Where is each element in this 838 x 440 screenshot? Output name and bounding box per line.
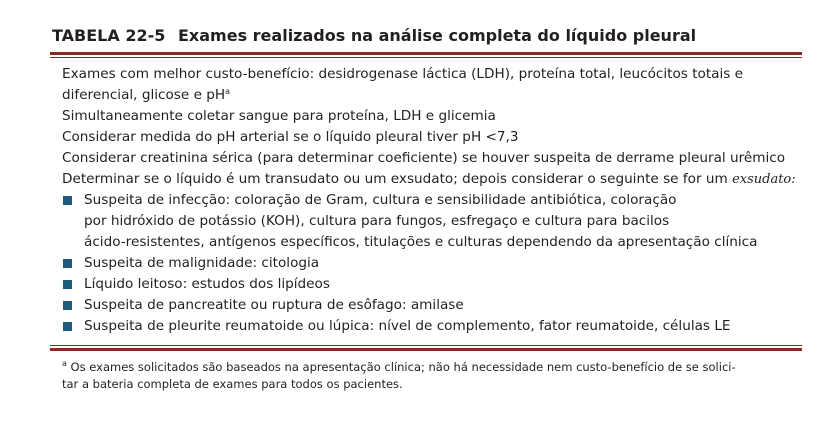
infection-line-2: por hidróxido de potássio (KOH), cultura para fungos, esfregaço e cultura para bacilos xyxy=(84,213,670,229)
title-rule xyxy=(50,52,802,55)
intro-line-1: Exames com melhor custo-benefício: desidrogenase láctica (LDH), proteína total, leucócitos totais e xyxy=(62,66,744,82)
table-22-5 xyxy=(50,26,802,393)
arterial-ph-line: Considerar medida do pH arterial se o líquido pleural tiver pH <7,3 xyxy=(62,129,519,145)
infection-line-1: Suspeita de infecção: coloração de Gram, cultura e sensibilidade antibiótica, coloração xyxy=(84,192,677,208)
table-footnote xyxy=(50,351,802,393)
bullet-text: Suspeita de pancreatite ou ruptura de esôfago: amilase xyxy=(84,297,464,313)
intro-line-2 xyxy=(62,85,802,106)
infection-line-3: ácido-resistentes, antígenos específicos, titulações e culturas dependendo da apresentação clínica xyxy=(84,234,758,250)
creatinine-line: Considerar creatinina sérica (para determinar coeficiente) se houver suspeita de derrame pleural urêmico xyxy=(62,150,786,166)
determine-text: Determinar se o líquido é um transudato ou um exsudato; depois considerar o seguinte se for um xyxy=(62,171,733,187)
footnote-ref: a xyxy=(225,87,231,96)
table-label: TABELA 22-5 xyxy=(52,26,166,45)
square-bullet-icon xyxy=(63,196,72,205)
simultaneous-line: Simultaneamente coletar sangue para proteína, LDH e glicemia xyxy=(62,108,496,124)
footnote-line-1-text: Os exames solicitados são baseados na apresentação clínica; não há necessidade nem custo-benefício de se solici- xyxy=(66,360,736,374)
bottom-rule-thin xyxy=(50,345,802,346)
determine-emphasis: exsudato: xyxy=(732,172,796,187)
bullet-text: Suspeita de pleurite reumatoide ou lúpica: nível de complemento, fator reumatoide, células LE xyxy=(84,318,731,334)
footnote-mark: a xyxy=(62,359,67,368)
square-bullet-icon xyxy=(63,301,72,310)
bullet-malignancy xyxy=(62,253,802,274)
bullet-text: Líquido leitoso: estudos dos lipídeos xyxy=(84,276,330,292)
bullet-milky-fluid xyxy=(62,274,802,295)
footnote-line-2: tar a bateria completa de exames para todos os pacientes. xyxy=(62,377,403,391)
square-bullet-icon xyxy=(63,259,72,268)
bullet-text: Suspeita de malignidade: citologia xyxy=(84,255,320,271)
table-title: Exames realizados na análise completa do líquido pleural xyxy=(178,26,697,45)
table-title-row xyxy=(50,26,802,46)
footnote-line-1 xyxy=(62,359,802,376)
square-bullet-icon xyxy=(63,322,72,331)
bullet-rheumatoid xyxy=(62,316,802,337)
bullet-infection xyxy=(62,190,802,253)
bullet-pancreatitis xyxy=(62,295,802,316)
square-bullet-icon xyxy=(63,280,72,289)
intro-line-2-text: diferencial, glicose e pH xyxy=(62,87,226,103)
table-body xyxy=(50,58,802,345)
determine-line xyxy=(62,169,802,190)
